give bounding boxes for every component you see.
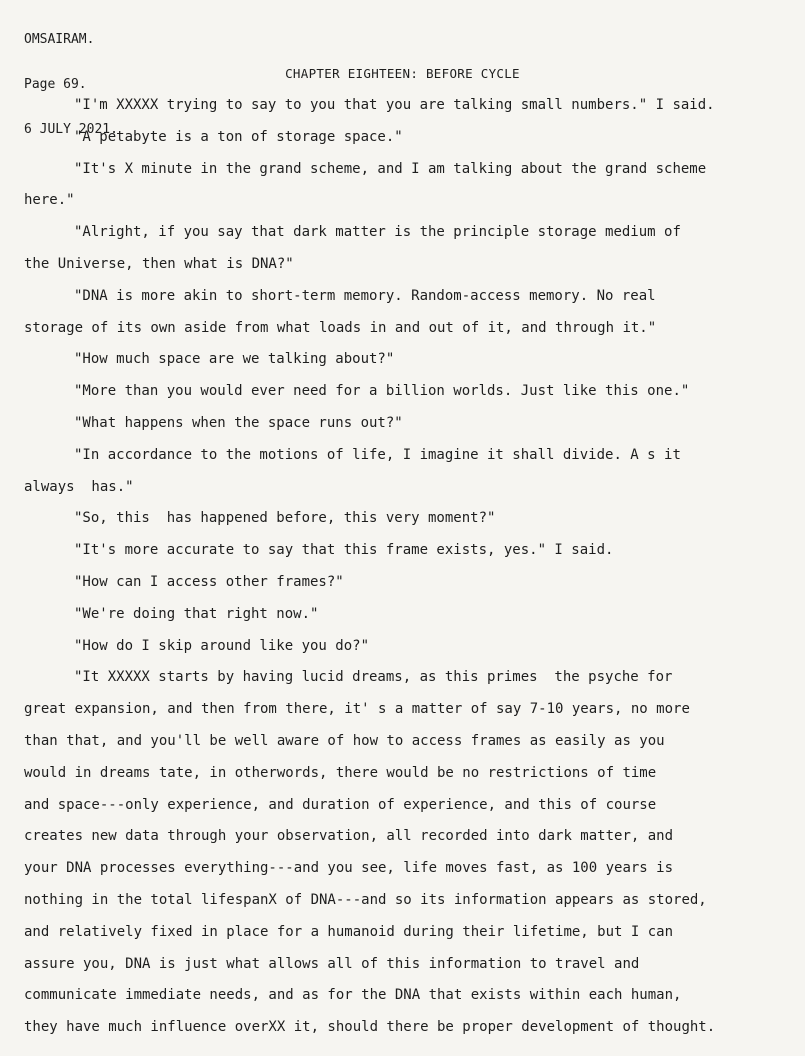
chapter-title: CHAPTER EIGHTEEN: BEFORE CYCLE	[285, 66, 520, 81]
text-line: and relatively fixed in place for a humanoid during their lifetime, but I can	[24, 923, 674, 940]
text-line: "More than you would ever need for a billion worlds. Just like this one."	[74, 383, 690, 400]
header-line: 6 JULY 2021.	[24, 122, 118, 137]
text-line: "Alright, if you say that dark matter is the principle storage medium of	[74, 224, 681, 241]
paragraph	[24, 503, 804, 535]
text-line: creates new data through your observation, all recorded into dark matter, and	[24, 828, 674, 845]
paragraph	[24, 122, 804, 154]
paragraph	[24, 217, 804, 281]
document-body	[24, 90, 804, 1044]
paragraph	[24, 535, 804, 567]
paragraph	[24, 440, 804, 504]
text-line: "What happens when the space runs out?"	[74, 414, 403, 431]
text-line: and space---only experience, and duration of experience, and this of course	[24, 796, 657, 813]
paragraph	[24, 408, 804, 440]
text-line: "We're doing that right now."	[74, 605, 319, 622]
text-line: great expansion, and then from there, it' s a matter of say 7-10 years, no more	[24, 701, 690, 718]
text-line: always has."	[24, 478, 134, 495]
paragraph	[24, 154, 804, 218]
text-line: nothing in the total lifespanX of DNA---and so its information appears as stored,	[24, 891, 707, 908]
text-line: "How much space are we talking about?"	[74, 351, 395, 368]
paragraph	[24, 599, 804, 631]
text-line: your DNA processes everything---and you see, life moves fast, as 100 years is	[24, 860, 674, 877]
paragraph	[24, 281, 804, 345]
text-line: here."	[24, 192, 75, 209]
text-line: assure you, DNA is just what allows all of this information to travel and	[24, 955, 640, 972]
text-line: "How can I access other frames?"	[74, 573, 344, 590]
header-line: Page 69.	[24, 77, 87, 92]
text-line: communicate immediate needs, and as for the DNA that exists within each human,	[24, 987, 682, 1004]
text-line: they have much influence overXX it, should there be proper development of thought.	[24, 1019, 716, 1036]
paragraph	[24, 631, 804, 663]
text-line: "In accordance to the motions of life, I imagine it shall divide. A s it	[74, 446, 681, 463]
text-line: "DNA is more akin to short-term memory. Random-access memory. No real	[74, 287, 656, 304]
paragraph	[24, 662, 804, 1044]
text-line: "A petabyte is a ton of storage space."	[74, 128, 403, 145]
text-line: the Universe, then what is DNA?"	[24, 255, 294, 272]
text-line: storage of its own aside from what loads in and out of it, and through it."	[24, 319, 657, 336]
paragraph	[24, 376, 804, 408]
text-line: "I'm XXXXX trying to say to you that you are talking small numbers." I said.	[74, 97, 715, 113]
text-line: "It's more accurate to say that this frame exists, yes." I said.	[74, 542, 614, 559]
text-line: "It's X minute in the grand scheme, and I am talking about the grand scheme	[74, 160, 707, 177]
paragraph	[24, 567, 804, 599]
text-line: "How do I skip around like you do?"	[74, 637, 370, 654]
paragraph	[24, 90, 804, 122]
text-line: "It XXXXX starts by having lucid dreams, as this primes the psyche for	[74, 669, 673, 686]
text-line: "So, this has happened before, this very moment?"	[74, 510, 496, 527]
text-line: would in dreams tate, in otherwords, there would be no restrictions of time	[24, 764, 657, 781]
header-line: OMSAIRAM.	[24, 32, 95, 47]
paragraph	[24, 344, 804, 376]
text-line: than that, and you'll be well aware of how to access frames as easily as you	[24, 732, 665, 749]
